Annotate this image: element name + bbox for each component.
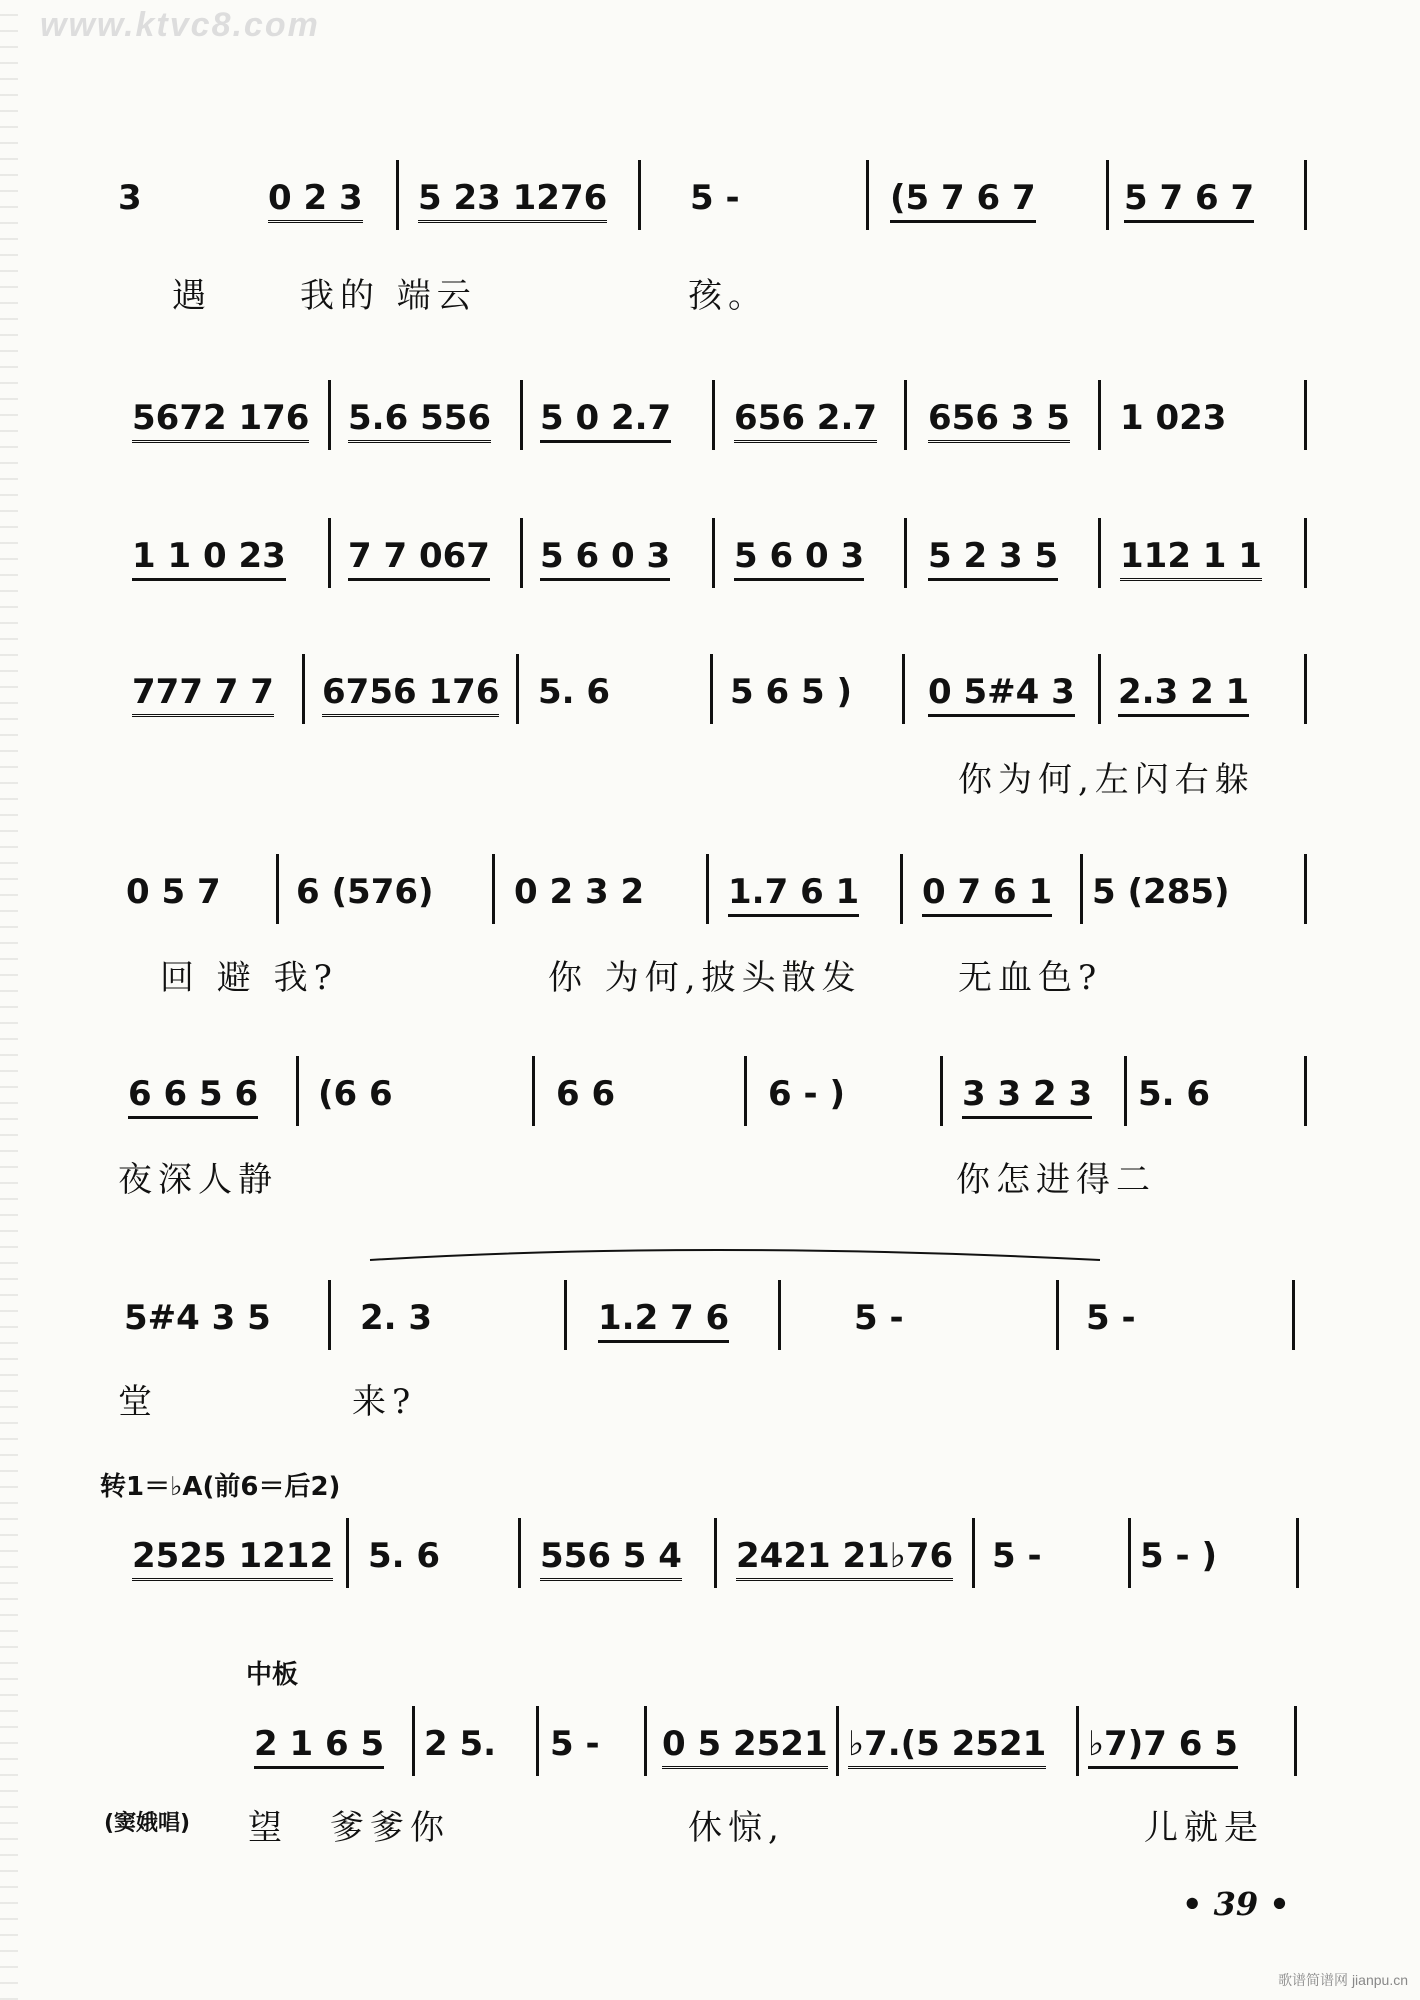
score-system-2 <box>0 380 1420 450</box>
note-group: 0 7 6 1 <box>922 872 1052 917</box>
key-change-marking: 转1＝♭A(前6＝后2) <box>100 1472 341 1502</box>
note-group: 2. 3 <box>360 1298 433 1338</box>
note-group: 5 - <box>550 1724 600 1764</box>
bar-line <box>1292 1280 1295 1350</box>
bar-line <box>904 380 907 450</box>
bar-line <box>972 1518 975 1588</box>
bar-line <box>1304 1056 1307 1126</box>
bar-line <box>706 854 709 924</box>
note-group: 5 6 0 3 <box>734 536 864 581</box>
lyric: 回 避 我? <box>160 958 338 998</box>
bar-line <box>710 654 713 724</box>
note-group: 5.6 556 <box>348 398 491 443</box>
bar-line <box>902 654 905 724</box>
bar-line <box>712 518 715 588</box>
note-group: 1.2 7 6 <box>598 1298 729 1343</box>
bar-line <box>900 854 903 924</box>
bar-line <box>1304 160 1307 230</box>
note-group: 112 1 1 <box>1120 536 1262 581</box>
bar-line <box>1304 518 1307 588</box>
bar-line <box>276 854 279 924</box>
bar-line <box>396 160 399 230</box>
lyric: 我的 端云 <box>300 276 477 316</box>
bar-line <box>1098 654 1101 724</box>
note-group: 0 2 3 <box>268 178 363 223</box>
tempo-marking: 中板 <box>246 1660 299 1690</box>
note-group: 5 - <box>854 1298 904 1338</box>
note-group: 0 5#4 3 <box>928 672 1075 717</box>
note-group: 777 7 7 <box>132 672 274 717</box>
bar-line <box>904 518 907 588</box>
note-group: 5#4 3 5 <box>124 1298 271 1338</box>
note-group: ♭7.(5 2521 <box>848 1724 1046 1769</box>
note-group: ♭7)7 6 5 <box>1088 1724 1238 1769</box>
bar-line <box>836 1706 839 1776</box>
bar-line <box>296 1056 299 1126</box>
footer-watermark: 歌谱简谱网 jianpu.cn <box>1278 1972 1408 1988</box>
note-group: 3 <box>118 178 142 218</box>
bar-line <box>520 518 523 588</box>
bar-line <box>302 654 305 724</box>
note-group: 5 (285) <box>1092 872 1230 912</box>
bar-line <box>516 654 519 724</box>
lyric: 你为何,左闪右躲 <box>958 760 1255 800</box>
note-group: 0 2 3 2 <box>514 872 645 912</box>
note-group: 5 23 1276 <box>418 178 607 223</box>
note-group: 5. 6 <box>538 672 611 712</box>
bar-line <box>1076 1706 1079 1776</box>
note-group: 6 - ) <box>768 1074 845 1114</box>
note-group: (6 6 <box>318 1074 393 1114</box>
watermark: www.ktvc8.com <box>40 6 320 44</box>
bar-line <box>1098 518 1101 588</box>
bar-line <box>328 518 331 588</box>
note-group: 2 1 6 5 <box>254 1724 384 1769</box>
note-group: 3 3 2 3 <box>962 1074 1092 1119</box>
note-group: 5. 6 <box>1138 1074 1211 1114</box>
bar-line <box>412 1706 415 1776</box>
bar-line <box>1128 1518 1131 1588</box>
score-system-5 <box>0 854 1420 924</box>
lyric: 无血色? <box>958 958 1103 998</box>
bar-line <box>638 160 641 230</box>
lyrics-line-6 <box>0 1152 1420 1202</box>
bar-line <box>1304 654 1307 724</box>
bar-line <box>1056 1280 1059 1350</box>
note-group: 5 7 6 7 <box>1124 178 1254 223</box>
bar-line <box>536 1706 539 1776</box>
bar-line <box>346 1518 349 1588</box>
lyrics-line-4 <box>0 752 1420 802</box>
bar-line <box>564 1280 567 1350</box>
bar-line <box>644 1706 647 1776</box>
note-group: 1.7 6 1 <box>728 872 859 917</box>
lyric: 望 <box>248 1808 288 1848</box>
lyric: 休惊, <box>688 1808 785 1848</box>
note-group: 5 - ) <box>1140 1536 1217 1576</box>
bar-line <box>940 1056 943 1126</box>
bar-line <box>518 1518 521 1588</box>
score-system-1 <box>0 160 1420 230</box>
note-group: (5 7 6 7 <box>890 178 1036 223</box>
note-group: 5. 6 <box>368 1536 441 1576</box>
note-group: 5 - <box>1086 1298 1136 1338</box>
lyric: 爹爹你 <box>330 1808 450 1848</box>
bar-line <box>744 1056 747 1126</box>
lyric: 你怎进得二 <box>956 1160 1156 1200</box>
note-group: 2 5. <box>424 1724 497 1764</box>
note-group: 656 3 5 <box>928 398 1070 443</box>
bar-line <box>778 1280 781 1350</box>
lyrics-line-1 <box>0 268 1420 318</box>
lyric: 夜深人静 <box>118 1160 278 1200</box>
note-group: 5 - <box>992 1536 1042 1576</box>
note-group: 656 2.7 <box>734 398 877 443</box>
bar-line <box>328 380 331 450</box>
bar-line <box>520 380 523 450</box>
note-group: 7 7 067 <box>348 536 490 581</box>
note-group: 1 023 <box>1120 398 1227 438</box>
note-group: 5 - <box>690 178 740 218</box>
bar-line <box>1304 854 1307 924</box>
note-group: 0 5 7 <box>126 872 221 912</box>
lyric: 儿就是 <box>1144 1808 1264 1848</box>
note-group: 5 2 3 5 <box>928 536 1058 581</box>
bar-line <box>1294 1706 1297 1776</box>
lyrics-line-9 <box>0 1800 1420 1850</box>
bar-line <box>1124 1056 1127 1126</box>
bar-line <box>532 1056 535 1126</box>
lyric: 孩。 <box>688 276 768 316</box>
bar-line <box>712 380 715 450</box>
bar-line <box>328 1280 331 1350</box>
note-group: 5 6 0 3 <box>540 536 670 581</box>
note-group: 6 6 <box>556 1074 616 1114</box>
score-system-9 <box>0 1706 1420 1776</box>
lyric: 你 为何,披头散发 <box>548 958 862 998</box>
score-system-3 <box>0 518 1420 588</box>
score-system-7 <box>0 1280 1420 1350</box>
lyric: 来? <box>352 1382 417 1422</box>
note-group: 556 5 4 <box>540 1536 682 1581</box>
bar-line <box>714 1518 717 1588</box>
score-system-6 <box>0 1056 1420 1126</box>
page-number: • 39 • <box>1182 1885 1290 1923</box>
note-group: 6 6 5 6 <box>128 1074 258 1119</box>
note-group: 1 1 0 23 <box>132 536 286 581</box>
note-group: 6 (576) <box>296 872 434 912</box>
bar-line <box>1106 160 1109 230</box>
singer-marking: (窦娥唱) <box>104 1811 191 1836</box>
lyrics-line-7 <box>0 1374 1420 1424</box>
note-group: 6756 176 <box>322 672 499 717</box>
lyric: 堂 <box>118 1382 158 1422</box>
note-group: 2.3 2 1 <box>1118 672 1249 717</box>
score-system-4 <box>0 654 1420 724</box>
note-group: 5 6 5 ) <box>730 672 853 712</box>
score-system-8 <box>0 1518 1420 1588</box>
bar-line <box>1296 1518 1299 1588</box>
lyrics-line-5 <box>0 950 1420 1000</box>
note-group: 2525 1212 <box>132 1536 333 1581</box>
note-group: 2421 21♭76 <box>736 1536 953 1581</box>
note-group: 0 5 2521 <box>662 1724 828 1769</box>
note-group: 5672 176 <box>132 398 309 443</box>
bar-line <box>866 160 869 230</box>
bar-line <box>1098 380 1101 450</box>
lyric: 遇 <box>172 276 212 316</box>
bar-line <box>1304 380 1307 450</box>
bar-line <box>492 854 495 924</box>
note-group: 5 0 2.7 <box>540 398 671 443</box>
bar-line <box>1080 854 1083 924</box>
